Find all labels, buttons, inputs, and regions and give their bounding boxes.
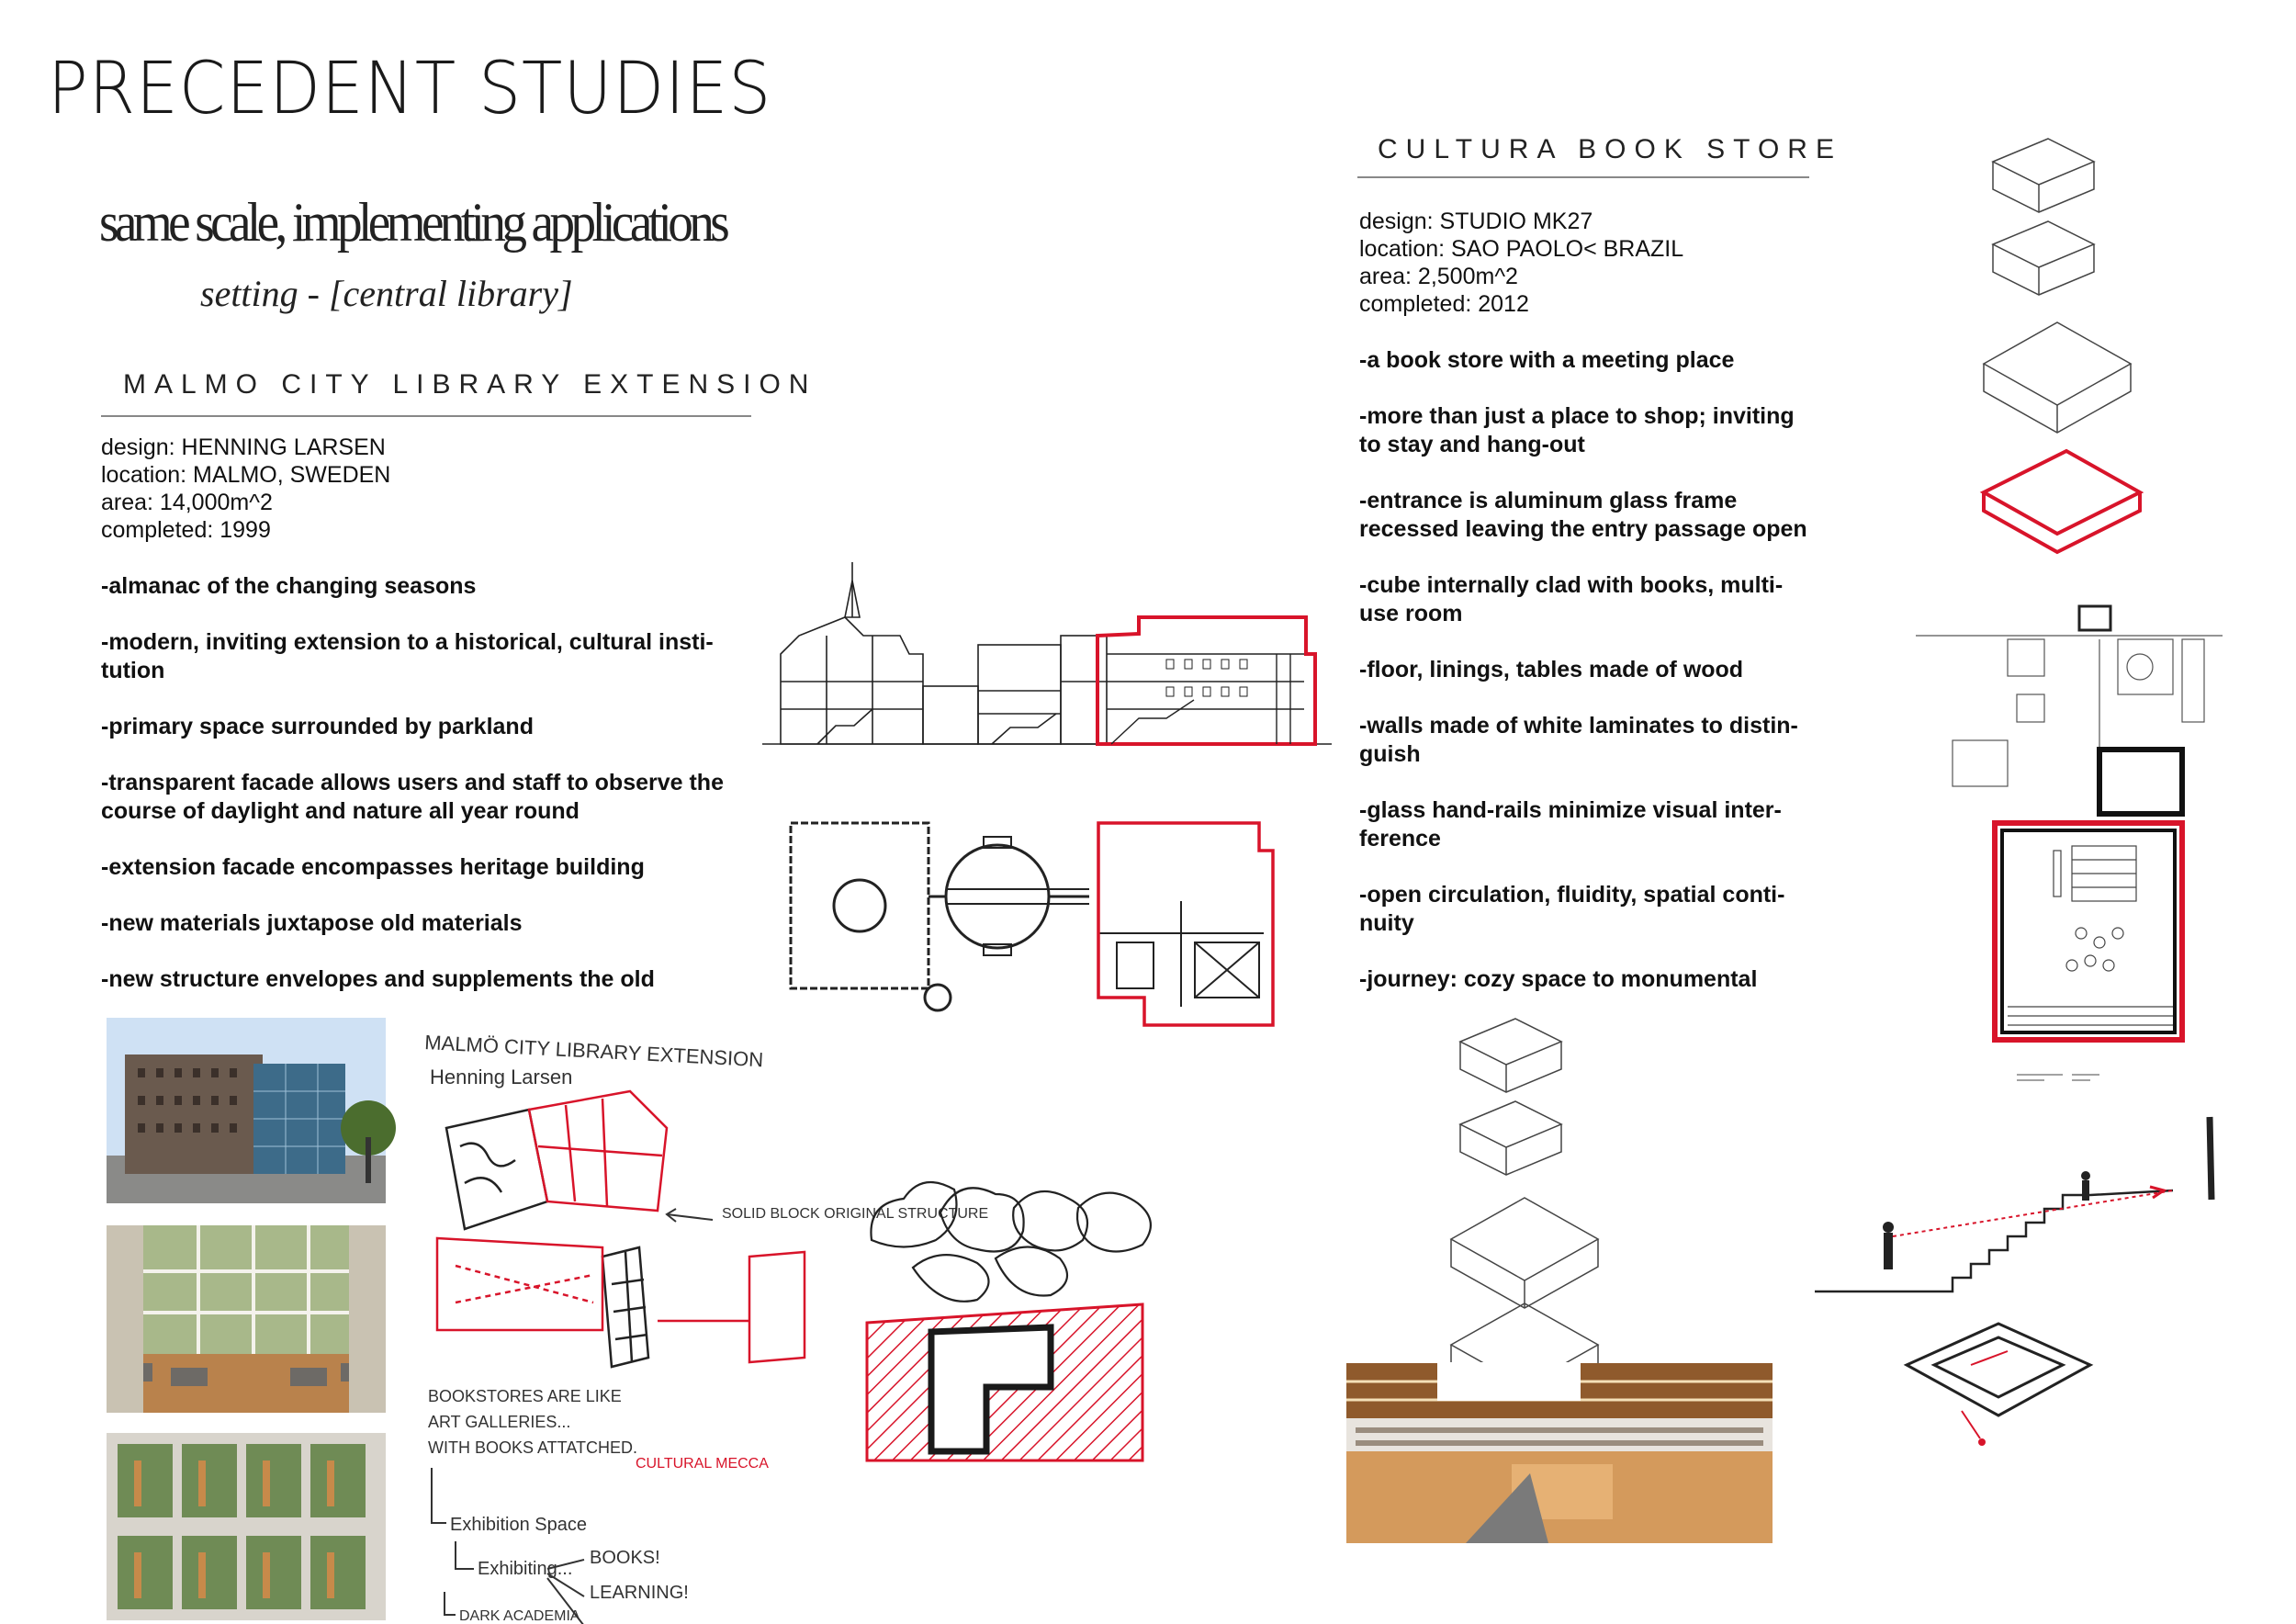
cultura-completed: completed: 2012 [1359, 291, 1529, 317]
cultura-journey-sketch [1787, 1099, 2241, 1484]
malmo-exterior-photo [107, 1018, 386, 1203]
malmo-bullet: -new materials juxtapose old materials [101, 910, 523, 936]
malmo-area: area: 14,000m^2 [101, 490, 273, 515]
sketch-bookstores-1: BOOKSTORES ARE LIKE [428, 1387, 622, 1405]
sketch-solid-block: SOLID BLOCK ORIGINAL STRUCTURE [722, 1206, 989, 1222]
cultura-heading: CULTURA BOOK STORE [1378, 134, 1842, 164]
cultura-area: area: 2,500m^2 [1359, 264, 1518, 289]
page-subtitle: same scale, implementing applications [99, 192, 726, 253]
malmo-plan-drawing [786, 814, 1319, 1043]
malmo-design: design: HENNING LARSEN [101, 434, 386, 460]
malmo-completed: completed: 1999 [101, 517, 271, 543]
cultura-bullet: -open circulation, fluidity, spatial conti-nuity [1359, 882, 1785, 936]
cultura-rule [1357, 176, 1809, 178]
sketch-exhibition: Exhibition Space [450, 1515, 587, 1535]
sketch-bookstores-2: ART GALLERIES... [428, 1413, 571, 1431]
malmo-text-column [101, 434, 744, 1021]
malmo-location: location: MALMO, SWEDEN [101, 462, 391, 488]
cultura-location: location: SAO PAOLO< BRAZIL [1359, 236, 1684, 262]
sketch-exhibiting: Exhibiting... [478, 1559, 573, 1579]
cultura-bullet: -glass hand-rails minimize visual inter-ference [1359, 797, 1782, 851]
sketch-dark: DARK ACADEMIA [459, 1608, 580, 1624]
sketch-author: Henning Larsen [430, 1066, 573, 1088]
cultura-exploded-axo-middle [1442, 1014, 1626, 1409]
cultura-exploded-axo-top [1975, 134, 2167, 575]
cultura-bullet: -walls made of white laminates to distin-guish [1359, 713, 1798, 767]
malmo-rule [101, 415, 751, 417]
malmo-concept-sketch [419, 1027, 989, 1624]
malmo-facade-photo [107, 1433, 386, 1620]
sketch-title: MALMÖ CITY LIBRARY EXTENSION [423, 1031, 764, 1072]
malmo-bullet: -transparent facade allows users and staff to observe the course of daylight and nature all year round [101, 770, 724, 824]
malmo-heading: MALMO CITY LIBRARY EXTENSION [123, 369, 817, 400]
cultura-bullet: -more than just a place to shop; inviting to stay and hang-out [1359, 403, 1795, 457]
page-title: PRECEDENT STUDIES [48, 48, 772, 130]
sketch-books: BOOKS! [590, 1548, 660, 1568]
cultura-bullet: -floor, linings, tables made of wood [1359, 657, 1744, 682]
malmo-bullet: -primary space surrounded by parkland [101, 714, 534, 739]
cultura-design: design: STUDIO MK27 [1359, 209, 1593, 234]
malmo-bullet: -almanac of the changing seasons [101, 573, 477, 599]
sketch-cultural-mecca: CULTURAL MECCA [636, 1456, 769, 1472]
page-setting: setting - [central library] [200, 273, 573, 314]
cultura-bullet: -entrance is aluminum glass frame recessed leaving the entry passage open [1359, 488, 1807, 542]
sketch-bookstores-3: WITH BOOKS ATTATCHED. [428, 1438, 638, 1457]
malmo-bullet: -extension facade encompasses heritage building [101, 854, 645, 880]
malmo-bullet: -new structure envelopes and supplements the old [101, 966, 655, 992]
malmo-bullet: -modern, inviting extension to a historical, cultural insti-tution [101, 629, 714, 683]
cultura-bullet: -journey: cozy space to monumental [1359, 966, 1758, 992]
malmo-interior-photo [107, 1225, 386, 1413]
sketch-learning: LEARNING! [590, 1583, 689, 1603]
cultura-bullet: -a book store with a meeting place [1359, 347, 1735, 373]
cultura-text-column [1359, 208, 1818, 1021]
cultura-bullet: -cube internally clad with books, multi-use room [1359, 572, 1784, 626]
malmo-section-drawing [762, 562, 1332, 764]
cultura-plan-drawing [1916, 603, 2223, 1099]
cultura-interior-photo [1346, 1363, 1773, 1543]
cultura-hatched-sketch [858, 1167, 1225, 1470]
